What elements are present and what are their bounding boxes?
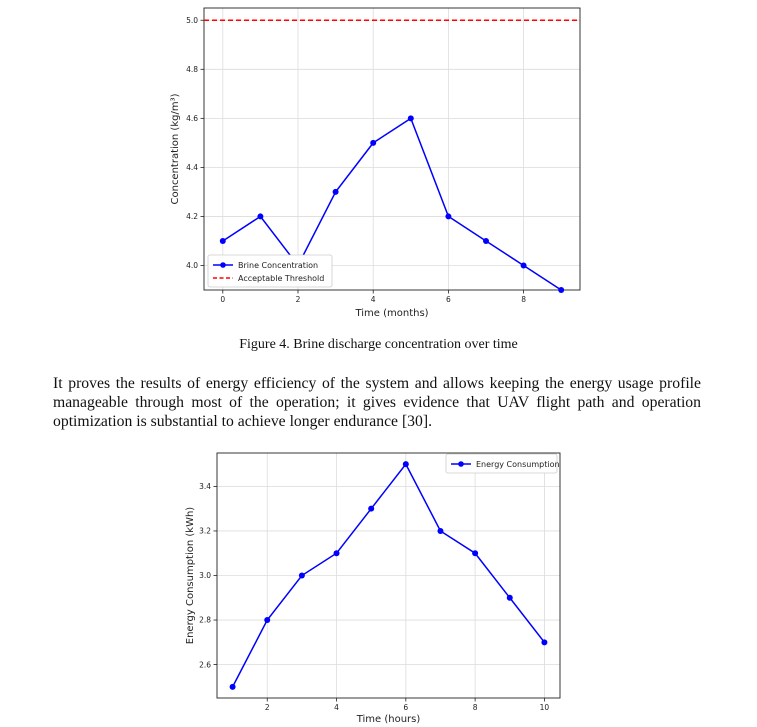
figure-4-caption: Figure 4. Brine discharge concentration over time [239, 337, 518, 352]
data-point [370, 140, 376, 146]
data-point [334, 550, 340, 556]
y-tick-label: 4.2 [186, 212, 198, 222]
legend-label: Acceptable Threshold [238, 274, 325, 283]
data-point [403, 461, 409, 467]
x-axis-label: Time (months) [355, 308, 429, 319]
data-point [368, 506, 374, 512]
legend-marker [458, 461, 464, 467]
y-axis-label: Energy Consumption (kWh) [185, 506, 196, 645]
data-point [507, 595, 513, 601]
data-point [472, 550, 478, 556]
x-axis-label: Time (hours) [356, 714, 421, 725]
y-axis-label: Concentration (kg/m³) [170, 93, 181, 205]
y-tick-label: 3.4 [199, 482, 211, 492]
x-tick-label: 2 [295, 295, 301, 304]
x-tick-label: 0 [220, 295, 226, 304]
data-point [445, 213, 451, 219]
brine-concentration-chart [0, 0, 757, 330]
data-point [230, 684, 236, 690]
y-tick-label: 5.0 [186, 15, 198, 25]
data-point [558, 287, 564, 293]
data-point [483, 238, 489, 244]
legend-label: Brine Concentration [238, 261, 319, 270]
y-tick-label: 4.6 [186, 114, 198, 124]
y-tick-label: 4.4 [186, 163, 198, 173]
x-tick-label: 2 [264, 703, 270, 712]
energy-consumption-chart [0, 447, 757, 727]
y-tick-label: 3.2 [199, 526, 211, 536]
data-point [541, 639, 547, 645]
data-point [299, 573, 305, 579]
legend-label: Energy Consumption [476, 460, 560, 469]
y-tick-label: 3.0 [199, 571, 211, 581]
data-point [257, 213, 263, 219]
y-tick-label: 4.8 [186, 65, 198, 75]
legend-marker [220, 262, 226, 268]
data-point [437, 528, 443, 534]
y-tick-label: 2.8 [199, 615, 211, 625]
x-tick-label: 8 [472, 703, 478, 712]
data-point [333, 189, 339, 195]
y-tick-label: 4.0 [186, 261, 198, 271]
x-tick-label: 4 [334, 703, 339, 712]
data-point [521, 262, 527, 268]
x-tick-label: 8 [521, 295, 526, 304]
data-point [264, 617, 270, 623]
y-tick-label: 2.6 [199, 660, 211, 670]
body-paragraph: It proves the results of energy efficiency of the system and allows keeping the energy usage profile manageable through most of the operation; it gives evidence that UAV flight path and operation optimization is substantial to achieve longer endurance [30]. [53, 375, 701, 430]
x-tick-label: 6 [403, 703, 409, 712]
x-tick-label: 10 [539, 703, 550, 712]
data-point [408, 115, 414, 121]
data-point [220, 238, 226, 244]
x-tick-label: 4 [370, 295, 376, 304]
x-tick-label: 6 [446, 295, 451, 304]
